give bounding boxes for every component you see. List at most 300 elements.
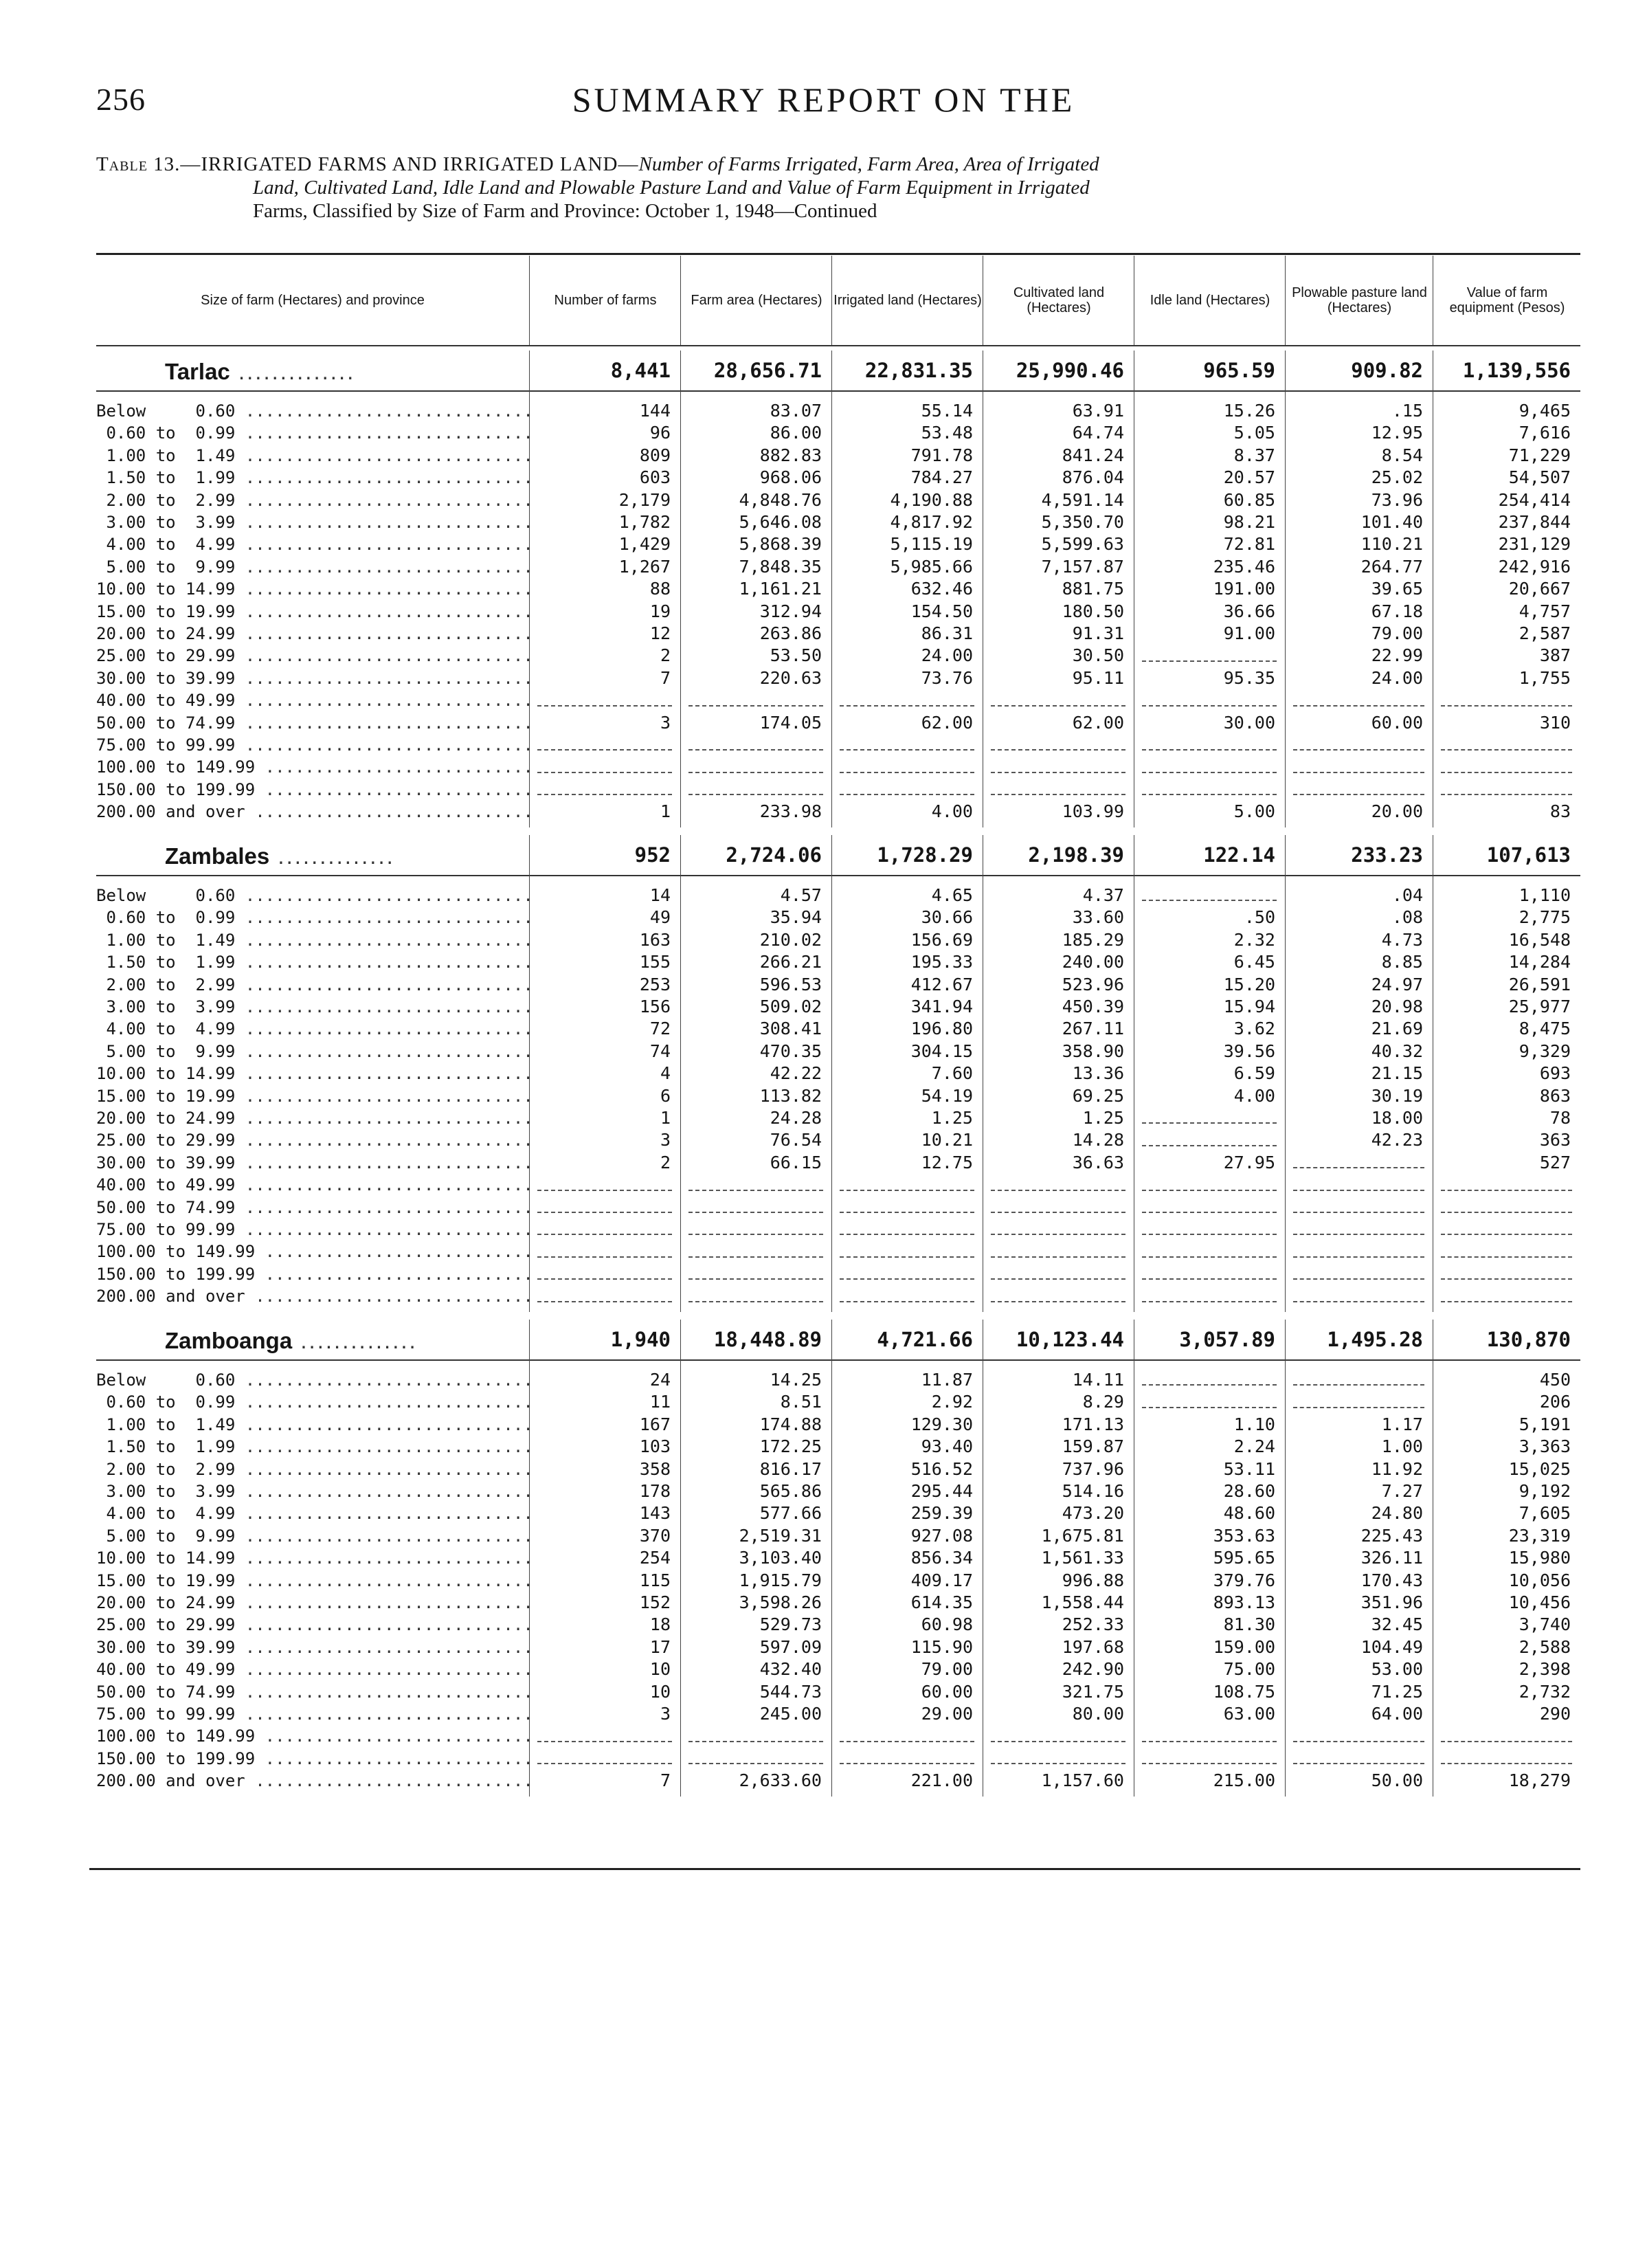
cell-equipment: 231,129	[1498, 534, 1571, 555]
cell-cultivated: 80.00	[1072, 1704, 1124, 1724]
cell-farms: 3	[660, 1130, 671, 1150]
cell-plowable: 40.32	[1371, 1041, 1423, 1061]
cell-idle: 4.00	[1233, 1085, 1275, 1106]
size-class-label: 0.60 to 0.99 .....	[96, 422, 529, 444]
column-rule	[680, 835, 681, 1312]
cell-area	[680, 689, 831, 711]
cell-cultivated: 7,157.87	[1041, 556, 1124, 577]
cell-area: 172.25	[759, 1436, 822, 1457]
cell-equipment	[1433, 734, 1580, 756]
cell-area: 86.00	[770, 423, 822, 443]
cell-farms: 253	[639, 974, 671, 994]
cell-equipment: 78	[1549, 1108, 1571, 1128]
cell-farms	[529, 689, 680, 711]
cell-irrigated: 5,115.19	[890, 534, 973, 555]
cell-farms: 4	[660, 1063, 671, 1084]
cell-irrigated: 784.27	[910, 467, 973, 488]
cell-idle: 353.63	[1213, 1525, 1275, 1546]
cell-cultivated: 4,591.14	[1041, 489, 1124, 510]
cell-irrigated: 12.75	[921, 1152, 973, 1172]
table-row	[96, 1748, 1580, 1770]
cell-irrigated	[831, 734, 983, 756]
cell-equipment: 16,548	[1508, 929, 1571, 950]
cell-area: 308.41	[759, 1019, 822, 1039]
cell-irrigated: 927.08	[910, 1525, 973, 1546]
cell-farms: 2,179	[618, 489, 671, 510]
table-row	[96, 929, 1580, 951]
total-farms: 1,940	[610, 1328, 671, 1351]
cell-irrigated	[831, 1219, 983, 1241]
cell-irrigated: 53.48	[921, 423, 973, 443]
size-class-label: 15.00 to 19.99 .....	[96, 601, 529, 623]
cell-plowable: 104.49	[1360, 1636, 1423, 1657]
cell-equipment: 3,740	[1519, 1614, 1571, 1635]
cell-equipment: 237,844	[1498, 512, 1571, 532]
table-row	[96, 689, 1580, 711]
cell-irrigated	[831, 1174, 983, 1196]
table-row	[96, 1174, 1580, 1196]
bottom-rule	[89, 1868, 1580, 1870]
cell-idle: 235.46	[1213, 556, 1275, 577]
province-total-row	[96, 835, 1580, 876]
cell-farms: 18	[649, 1614, 671, 1635]
cell-area: 174.05	[759, 712, 822, 733]
cell-farms: 115	[639, 1570, 671, 1590]
size-class-label: 30.00 to 39.99 .....	[96, 1636, 529, 1658]
size-class-label: 5.00 to 9.99 .....	[96, 1041, 529, 1063]
cell-farms: 809	[639, 445, 671, 465]
column-rule	[831, 1320, 832, 1797]
cell-cultivated: 63.91	[1072, 401, 1124, 421]
cell-irrigated	[831, 779, 983, 801]
cell-equipment: 2,587	[1519, 623, 1571, 643]
column-rule	[1285, 835, 1286, 1312]
cell-farms: 358	[639, 1458, 671, 1479]
cell-idle: 159.00	[1213, 1636, 1275, 1657]
cell-plowable: 1.00	[1381, 1436, 1423, 1457]
total-plowable: 233.23	[1351, 843, 1423, 867]
cell-equipment: 15,025	[1508, 1458, 1571, 1479]
cell-cultivated: 1,157.60	[1041, 1770, 1124, 1791]
cell-area	[680, 779, 831, 801]
cell-plowable: 60.00	[1371, 712, 1423, 733]
cell-farms	[529, 1174, 680, 1196]
cell-irrigated	[831, 756, 983, 778]
size-class-label: 5.00 to 9.99 .....	[96, 1525, 529, 1547]
cell-equipment: 71,229	[1508, 445, 1571, 465]
cell-irrigated	[831, 1748, 983, 1770]
table-row	[96, 1219, 1580, 1241]
cell-idle: 75.00	[1223, 1659, 1275, 1680]
cell-idle: 63.00	[1223, 1704, 1275, 1724]
cell-area: 882.83	[759, 445, 822, 465]
table-row	[96, 1018, 1580, 1040]
table-row	[96, 645, 1580, 667]
table-header	[96, 256, 1580, 346]
leader-dots: ..............	[292, 1328, 418, 1353]
cell-idle	[1134, 645, 1285, 667]
cell-farms: 603	[639, 467, 671, 488]
cell-idle: 30.00	[1223, 712, 1275, 733]
cell-equipment: 7,616	[1519, 423, 1571, 443]
cell-cultivated	[983, 734, 1134, 756]
cell-cultivated: 737.96	[1062, 1458, 1124, 1479]
cell-plowable: 24.80	[1371, 1503, 1423, 1524]
size-class-label: 1.00 to 1.49 .....	[96, 445, 529, 467]
cell-area: 2,633.60	[739, 1770, 822, 1791]
cell-idle	[1134, 1197, 1285, 1219]
size-class-label: 10.00 to 14.99 .....	[96, 1547, 529, 1569]
cell-cultivated	[983, 1241, 1134, 1263]
table-row	[96, 1570, 1580, 1592]
column-header-farms: Number of farms	[529, 256, 681, 345]
table-row	[96, 1681, 1580, 1703]
cell-idle	[1134, 1129, 1285, 1151]
cell-area: 3,103.40	[739, 1548, 822, 1568]
cell-equipment	[1433, 1748, 1580, 1770]
province-name-cell	[165, 1328, 418, 1354]
cell-plowable: 21.69	[1371, 1019, 1423, 1039]
size-class-label: 15.00 to 19.99 .....	[96, 1570, 529, 1592]
cell-farms: 14	[649, 885, 671, 905]
cell-equipment: 1,755	[1519, 667, 1571, 688]
cell-farms: 12	[649, 623, 671, 643]
cell-area	[680, 1241, 831, 1263]
cell-plowable: 21.15	[1371, 1063, 1423, 1084]
table-row	[96, 1703, 1580, 1725]
column-header-plowable: Plowable pasture land (Hectares)	[1285, 256, 1433, 345]
cell-equipment	[1433, 1725, 1580, 1747]
cell-plowable: 1.17	[1381, 1414, 1423, 1434]
cell-cultivated	[983, 1748, 1134, 1770]
table-row	[96, 511, 1580, 533]
cell-irrigated	[831, 689, 983, 711]
column-rule	[529, 351, 530, 827]
cell-plowable: 20.98	[1371, 997, 1423, 1016]
column-header-equipment: Value of farm equipment (Pesos)	[1433, 256, 1581, 345]
cell-irrigated: 412.67	[910, 974, 973, 994]
cell-equipment: 863	[1539, 1085, 1571, 1106]
cell-equipment: 242,916	[1498, 556, 1571, 577]
cell-farms	[529, 734, 680, 756]
cell-irrigated: 614.35	[910, 1592, 973, 1612]
cell-area: 3,598.26	[739, 1592, 822, 1612]
cell-cultivated: 252.33	[1062, 1614, 1124, 1635]
total-area: 2,724.06	[726, 843, 822, 867]
total-area: 18,448.89	[713, 1328, 822, 1351]
table-row	[96, 1285, 1580, 1307]
cell-farms: 24	[649, 1370, 671, 1390]
cell-idle: 72.81	[1223, 534, 1275, 555]
cell-plowable: 110.21	[1360, 534, 1423, 555]
cell-plowable	[1285, 1174, 1433, 1196]
cell-plowable	[1285, 1219, 1433, 1241]
size-class-label: 40.00 to 49.99 .....	[96, 1658, 529, 1680]
cell-irrigated: 4.00	[931, 801, 973, 822]
table-row	[96, 885, 1580, 907]
cell-farms: 72	[649, 1019, 671, 1039]
cell-area: 4,848.76	[739, 489, 822, 510]
size-class-label: 30.00 to 39.99 .....	[96, 667, 529, 689]
size-class-label: 150.00 to 199.99 .....	[96, 779, 529, 801]
cell-cultivated: 5,350.70	[1041, 512, 1124, 532]
size-class-label: Below 0.60 .....	[96, 885, 529, 907]
cell-plowable	[1285, 689, 1433, 711]
cell-area: 263.86	[759, 623, 822, 643]
table-row	[96, 1085, 1580, 1107]
cell-plowable: 326.11	[1360, 1548, 1423, 1568]
cell-farms	[529, 1263, 680, 1285]
cell-plowable: 25.02	[1371, 467, 1423, 488]
column-rule	[831, 835, 832, 1312]
cell-irrigated: 341.94	[910, 997, 973, 1016]
cell-idle	[1134, 885, 1285, 907]
cell-equipment: 25,977	[1508, 997, 1571, 1016]
cell-irrigated: 60.98	[921, 1614, 973, 1635]
cell-irrigated: 1.25	[931, 1108, 973, 1128]
cell-farms: 178	[639, 1481, 671, 1501]
cell-equipment: 387	[1539, 645, 1571, 666]
cell-plowable	[1285, 1241, 1433, 1263]
total-farms: 952	[634, 843, 671, 867]
column-rule	[529, 1320, 530, 1797]
cell-irrigated: 4,190.88	[890, 489, 973, 510]
cell-area: 14.25	[770, 1370, 822, 1390]
cell-equipment: 15,980	[1508, 1548, 1571, 1568]
cell-area: 1,161.21	[739, 579, 822, 599]
table-row	[96, 556, 1580, 578]
cell-equipment	[1433, 1241, 1580, 1263]
total-cultivated: 2,198.39	[1028, 843, 1124, 867]
total-irrigated: 4,721.66	[877, 1328, 973, 1351]
cell-equipment: 693	[1539, 1063, 1571, 1084]
cell-farms: 163	[639, 929, 671, 950]
cell-plowable: 101.40	[1360, 512, 1423, 532]
leader-dots: ..............	[269, 843, 395, 869]
cell-farms: 155	[639, 952, 671, 972]
cell-area: 529.73	[759, 1614, 822, 1635]
table-row	[96, 1241, 1580, 1263]
cell-cultivated: 1,558.44	[1041, 1592, 1124, 1612]
cell-plowable: 73.96	[1371, 489, 1423, 510]
cell-irrigated: 5,985.66	[890, 556, 973, 577]
cell-plowable	[1285, 1285, 1433, 1307]
cell-idle: 91.00	[1223, 623, 1275, 643]
cell-idle: 6.45	[1233, 952, 1275, 972]
cell-cultivated: 180.50	[1062, 601, 1124, 621]
cell-irrigated	[831, 1197, 983, 1219]
cell-cultivated: 103.99	[1062, 801, 1124, 822]
cell-farms	[529, 1285, 680, 1307]
cell-plowable: 7.27	[1381, 1481, 1423, 1501]
cell-irrigated: 516.52	[910, 1458, 973, 1479]
caption-title: IRRIGATED FARMS AND IRRIGATED LAND—	[201, 153, 639, 175]
cell-farms: 103	[639, 1436, 671, 1457]
cell-cultivated: 242.90	[1062, 1659, 1124, 1680]
cell-equipment: 5,191	[1519, 1414, 1571, 1434]
cell-farms: 11	[649, 1392, 671, 1412]
cell-cultivated: 1,675.81	[1041, 1525, 1124, 1546]
cell-area: 53.50	[770, 645, 822, 666]
cell-equipment: 20,667	[1508, 579, 1571, 599]
cell-farms: 74	[649, 1041, 671, 1061]
column-header-area: Farm area (Hectares)	[680, 256, 832, 345]
cell-area	[680, 1285, 831, 1307]
cell-cultivated: 14.11	[1072, 1370, 1124, 1390]
size-class-label: 2.00 to 2.99 .....	[96, 489, 529, 511]
total-equipment: 130,870	[1486, 1328, 1571, 1351]
cell-farms: 144	[639, 401, 671, 421]
table-row	[96, 1391, 1580, 1413]
table-row	[96, 601, 1580, 623]
cell-equipment: 206	[1539, 1392, 1571, 1412]
province-name-cell	[165, 359, 355, 385]
cell-area: 76.54	[770, 1130, 822, 1150]
cell-farms: 88	[649, 579, 671, 599]
table-row	[96, 1063, 1580, 1085]
caption-line-1: Number of Farms Irrigated, Farm Area, Area of Irrigated	[638, 153, 1099, 175]
cell-equipment: 2,398	[1519, 1659, 1571, 1680]
table-row	[96, 578, 1580, 600]
size-class-label: 50.00 to 74.99 .....	[96, 1197, 529, 1219]
cell-plowable: .08	[1391, 907, 1423, 928]
cell-idle	[1134, 1241, 1285, 1263]
size-class-label: 25.00 to 29.99 .....	[96, 645, 529, 667]
size-class-label: 100.00 to 149.99 .....	[96, 1725, 529, 1747]
cell-cultivated	[983, 689, 1134, 711]
size-class-label: 150.00 to 199.99 .....	[96, 1748, 529, 1770]
province-name: Zambales	[165, 843, 270, 869]
cell-cultivated: 36.63	[1072, 1152, 1124, 1172]
cell-cultivated: 267.11	[1062, 1019, 1124, 1039]
province-name: Tarlac	[165, 359, 230, 384]
cell-plowable: 8.85	[1381, 952, 1423, 972]
cell-farms	[529, 1197, 680, 1219]
cell-equipment: 254,414	[1498, 489, 1571, 510]
cell-equipment: 8,475	[1519, 1019, 1571, 1039]
cell-plowable: 351.96	[1360, 1592, 1423, 1612]
cell-equipment	[1433, 779, 1580, 801]
cell-cultivated: 876.04	[1062, 467, 1124, 488]
table-row	[96, 1152, 1580, 1174]
cell-cultivated: 4.37	[1082, 885, 1124, 905]
cell-cultivated: 14.28	[1072, 1130, 1124, 1150]
total-equipment: 107,613	[1486, 843, 1571, 867]
size-class-label: 40.00 to 49.99 .....	[96, 689, 529, 711]
cell-farms: 1	[660, 1108, 671, 1128]
size-class-label: 50.00 to 74.99 .....	[96, 712, 529, 734]
cell-cultivated: 185.29	[1062, 929, 1124, 950]
cell-idle	[1134, 1285, 1285, 1307]
cell-area: 220.63	[759, 667, 822, 688]
cell-cultivated: 321.75	[1062, 1681, 1124, 1702]
cell-plowable: 11.92	[1371, 1458, 1423, 1479]
table-row	[96, 1525, 1580, 1547]
cell-equipment	[1433, 1197, 1580, 1219]
cell-idle: 39.56	[1223, 1041, 1275, 1061]
cell-cultivated: 91.31	[1072, 623, 1124, 643]
cell-cultivated	[983, 1725, 1134, 1747]
cell-idle: 108.75	[1213, 1681, 1275, 1702]
table-row	[96, 623, 1580, 645]
cell-area: 470.35	[759, 1041, 822, 1061]
column-rule	[680, 351, 681, 827]
size-class-label: 10.00 to 14.99 .....	[96, 1063, 529, 1085]
cell-cultivated: 5,599.63	[1041, 534, 1124, 555]
cell-irrigated	[831, 1263, 983, 1285]
cell-cultivated: 881.75	[1062, 579, 1124, 599]
cell-irrigated: 30.66	[921, 907, 973, 928]
size-class-label: 4.00 to 4.99 .....	[96, 533, 529, 555]
cell-irrigated: 86.31	[921, 623, 973, 643]
cell-irrigated: 4,817.92	[890, 512, 973, 532]
cell-area	[680, 756, 831, 778]
size-class-label: 2.00 to 2.99 .....	[96, 1458, 529, 1480]
cell-idle: 1.10	[1233, 1414, 1275, 1434]
cell-plowable: 32.45	[1371, 1614, 1423, 1635]
cell-idle: 48.60	[1223, 1503, 1275, 1524]
cell-plowable	[1285, 1263, 1433, 1285]
cell-irrigated: 10.21	[921, 1130, 973, 1150]
cell-farms: 19	[649, 601, 671, 621]
cell-idle	[1134, 1725, 1285, 1747]
cell-farms	[529, 756, 680, 778]
column-rule	[1285, 351, 1286, 827]
cell-equipment	[1433, 689, 1580, 711]
size-class-label: 200.00 and over .....	[96, 1285, 529, 1307]
cell-plowable	[1285, 1725, 1433, 1747]
cell-equipment: 1,110	[1519, 885, 1571, 905]
cell-irrigated: 11.87	[921, 1370, 973, 1390]
cell-equipment	[1433, 1263, 1580, 1285]
table-row	[96, 533, 1580, 555]
cell-equipment: 18,279	[1508, 1770, 1571, 1791]
size-class-label: 20.00 to 24.99 .....	[96, 1107, 529, 1129]
cell-plowable: 24.00	[1371, 667, 1423, 688]
cell-idle: 15.26	[1223, 401, 1275, 421]
cell-idle	[1134, 1263, 1285, 1285]
cell-farms	[529, 1748, 680, 1770]
table-row	[96, 445, 1580, 467]
cell-equipment: 290	[1539, 1704, 1571, 1724]
size-class-label: Below 0.60 .....	[96, 1369, 529, 1391]
size-class-label: Below 0.60 .....	[96, 400, 529, 422]
cell-irrigated: 304.15	[910, 1041, 973, 1061]
cell-idle: 893.13	[1213, 1592, 1275, 1612]
size-class-label: 50.00 to 74.99 .....	[96, 1681, 529, 1703]
column-header-size: Size of farm (Hectares) and province	[201, 293, 425, 308]
cell-plowable: 18.00	[1371, 1108, 1423, 1128]
running-head: SUMMARY REPORT ON THE	[572, 80, 1075, 119]
cell-irrigated: 79.00	[921, 1659, 973, 1680]
cell-area	[680, 734, 831, 756]
size-class-label: 40.00 to 49.99 .....	[96, 1174, 529, 1196]
total-idle: 965.59	[1203, 359, 1275, 382]
column-header-cultivated: Cultivated land (Hectares)	[983, 256, 1134, 345]
cell-farms: 7	[660, 1770, 671, 1791]
size-class-label: 2.00 to 2.99 .....	[96, 974, 529, 996]
cell-idle: 2.32	[1233, 929, 1275, 950]
column-rule	[680, 1320, 681, 1797]
cell-farms: 3	[660, 712, 671, 733]
province-name: Zamboanga	[165, 1328, 293, 1353]
cell-idle	[1134, 1748, 1285, 1770]
table-row	[96, 734, 1580, 756]
cell-cultivated: 450.39	[1062, 997, 1124, 1016]
cell-area: 432.40	[759, 1659, 822, 1680]
cell-irrigated: 259.39	[910, 1503, 973, 1524]
cell-cultivated	[983, 1197, 1134, 1219]
